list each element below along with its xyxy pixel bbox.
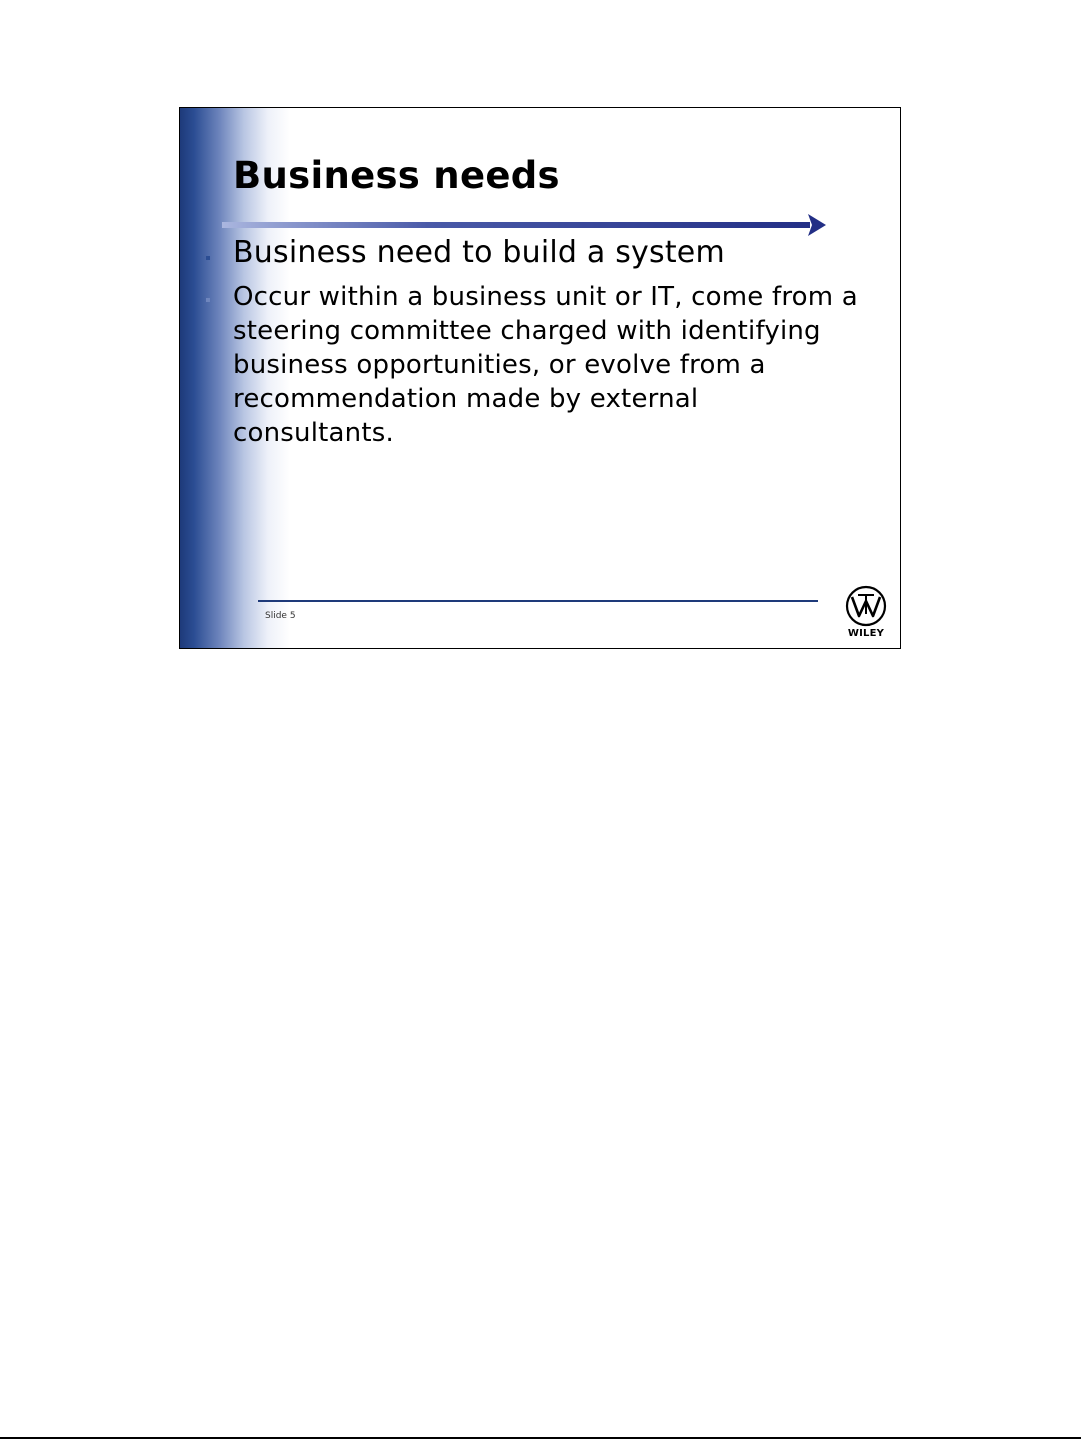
page-bottom-divider (0, 1437, 1081, 1439)
bullet-marker (206, 298, 210, 302)
publisher-logo (842, 584, 890, 646)
bullet-item (204, 280, 861, 450)
slide-number: Slide 5 (265, 611, 296, 621)
bullet-text: Occur within a business unit or IT, come from a steering committee charged with identifying business opportunities, or evolve from a recommendation made by external consultants. (233, 282, 858, 448)
logo-wordmark: WILEY (847, 628, 885, 639)
wiley-logo-icon (844, 584, 888, 628)
bullet-text: Business need to build a system (233, 235, 725, 270)
bullet-item (204, 234, 884, 272)
slide-title: Business needs (233, 154, 560, 197)
footer-divider (258, 600, 818, 602)
bullet-list (204, 234, 884, 450)
bullet-marker (206, 256, 210, 260)
presentation-slide (179, 107, 901, 649)
